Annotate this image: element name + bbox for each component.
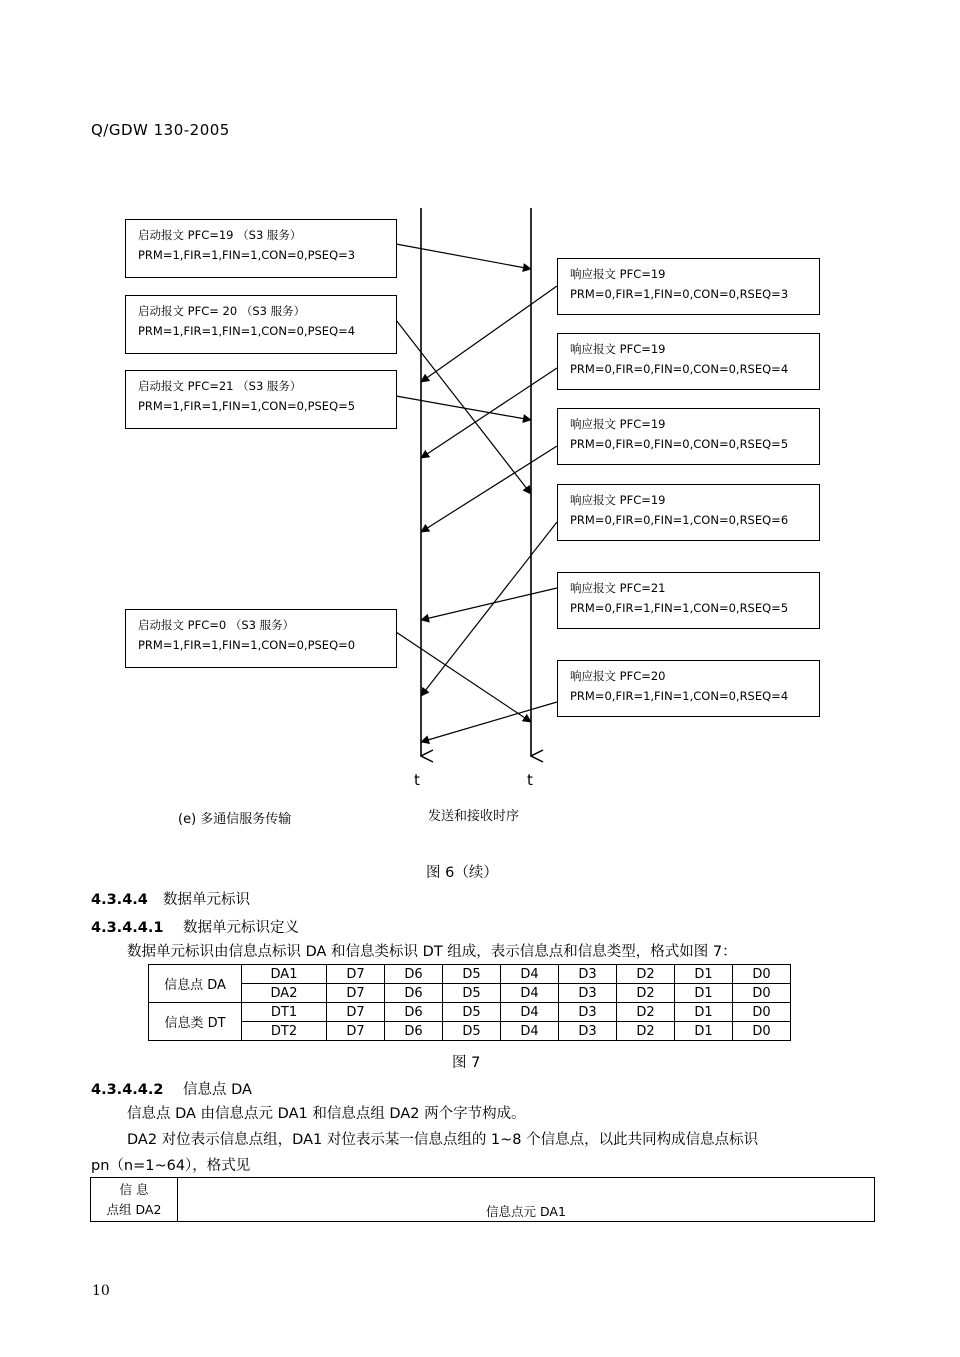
response-box xyxy=(557,408,820,465)
table-cell: D5 xyxy=(443,965,501,984)
arrow-response-rseq3 xyxy=(421,286,557,382)
document-code: Q/GDW 130-2005 xyxy=(91,121,230,139)
table-cell: D6 xyxy=(385,965,443,984)
response-box xyxy=(557,660,820,717)
da2-format-table xyxy=(90,1177,875,1222)
request-box-title: 启动报文 PFC=0 （S3 服务） xyxy=(138,618,295,632)
response-box-title: 响应报文 PFC=19 xyxy=(570,417,666,431)
paragraph-da2-line2: pn（n=1~64），格式见 xyxy=(91,1158,251,1174)
paragraph-da-compose: 信息点 DA 由信息点元 DA1 和信息点组 DA2 两个字节构成。 xyxy=(127,1106,526,1122)
group-label-dt: 信息类 DT xyxy=(149,1003,242,1041)
table-cell: D1 xyxy=(675,1003,733,1022)
section-number: 4.3.4.4.1 xyxy=(91,920,164,936)
table-cell: D5 xyxy=(443,1022,501,1041)
request-box-title: 启动报文 PFC=19 （S3 服务） xyxy=(138,228,302,242)
group-label-da: 信息点 DA xyxy=(149,965,242,1003)
request-box xyxy=(125,370,397,429)
table-row xyxy=(149,1003,791,1022)
request-box-fields: PRM=1,FIR=1,FIN=1,CON=0,PSEQ=3 xyxy=(138,248,356,262)
table-cell: D4 xyxy=(501,984,559,1003)
arrow-request-pfc0 xyxy=(396,632,531,722)
table-cell: D3 xyxy=(559,1022,617,1041)
table-row xyxy=(149,965,791,984)
element-label-da1: 信息点元 DA1 xyxy=(178,1178,875,1222)
response-box-fields: PRM=0,FIR=1,FIN=0,CON=0,RSEQ=3 xyxy=(570,287,789,301)
page-number: 10 xyxy=(92,1283,110,1299)
diagram-subcaption: (e) 多通信服务传输 xyxy=(178,812,292,827)
arrow-response-rseq5 xyxy=(421,446,557,532)
table-cell: D1 xyxy=(675,984,733,1003)
group-label-da2 xyxy=(91,1178,178,1222)
table-cell: D7 xyxy=(327,1022,385,1041)
table-cell: D2 xyxy=(617,965,675,984)
arrow-request-pfc21 xyxy=(396,396,531,420)
arrow-request-pfc19 xyxy=(396,244,531,269)
arrow-response-rseq4 xyxy=(421,368,557,458)
response-box xyxy=(557,572,820,629)
figure-7-title: 图 7 xyxy=(452,1055,481,1071)
arrow-response-pfc21 xyxy=(421,588,557,620)
table-cell: D7 xyxy=(327,1003,385,1022)
request-box-title: 启动报文 PFC=21 （S3 服务） xyxy=(138,379,302,393)
response-box-fields: PRM=0,FIR=0,FIN=1,CON=0,RSEQ=6 xyxy=(570,513,789,527)
table-cell: D5 xyxy=(443,1003,501,1022)
table-cell: D0 xyxy=(733,1022,791,1041)
axis-label-receive: t xyxy=(527,771,533,789)
section-number: 4.3.4.4 xyxy=(91,892,148,908)
timing-caption: 发送和接收时序 xyxy=(428,809,520,824)
response-box-fields: PRM=0,FIR=1,FIN=1,CON=0,RSEQ=4 xyxy=(570,689,789,703)
table-cell: D3 xyxy=(559,1003,617,1022)
table-cell: D2 xyxy=(617,1022,675,1041)
arrow-response-pfc20 xyxy=(421,702,557,742)
request-box-fields: PRM=1,FIR=1,FIN=1,CON=0,PSEQ=5 xyxy=(138,399,356,413)
table-row xyxy=(91,1178,875,1222)
request-box xyxy=(125,609,397,668)
request-box-title: 启动报文 PFC= 20 （S3 服务） xyxy=(138,304,306,318)
table-cell: D4 xyxy=(501,965,559,984)
table-cell: D1 xyxy=(675,965,733,984)
table-cell: DT1 xyxy=(242,1003,327,1022)
data-unit-id-table xyxy=(148,964,791,1041)
paragraph-da2-line1: DA2 对位表示信息点组，DA1 对位表示某一信息点组的 1~8 个信息点，以此共同构成信息点标识 xyxy=(127,1132,759,1148)
section-heading-43441 xyxy=(91,916,299,937)
response-box xyxy=(557,333,820,390)
request-box-fields: PRM=1,FIR=1,FIN=1,CON=0,PSEQ=4 xyxy=(138,324,356,338)
request-box-fields: PRM=1,FIR=1,FIN=1,CON=0,PSEQ=0 xyxy=(138,638,356,652)
section-title: 数据单元标识定义 xyxy=(183,920,299,936)
axis-label-send: t xyxy=(414,771,420,789)
response-box-title: 响应报文 PFC=19 xyxy=(570,267,666,281)
table-cell: D6 xyxy=(385,1003,443,1022)
table-row xyxy=(149,1022,791,1041)
table-cell: DT2 xyxy=(242,1022,327,1041)
response-box-title: 响应报文 PFC=20 xyxy=(570,669,666,683)
request-box xyxy=(125,295,397,354)
table-cell: D0 xyxy=(733,1003,791,1022)
table-cell: DA2 xyxy=(242,984,327,1003)
table-cell: D5 xyxy=(443,984,501,1003)
group-label-line: 点组 DA2 xyxy=(106,1201,162,1217)
table-cell: D3 xyxy=(559,965,617,984)
request-box xyxy=(125,219,397,278)
response-box xyxy=(557,484,820,541)
table-cell: D3 xyxy=(559,984,617,1003)
arrow-response-rseq6 xyxy=(421,522,557,696)
section-heading-43442 xyxy=(91,1078,252,1099)
table-cell: D4 xyxy=(501,1003,559,1022)
table-cell: D7 xyxy=(327,965,385,984)
response-box-title: 响应报文 PFC=19 xyxy=(570,342,666,356)
response-box-title: 响应报文 PFC=19 xyxy=(570,493,666,507)
table-cell: D2 xyxy=(617,1003,675,1022)
paragraph-da-dt: 数据单元标识由信息点标识 DA 和信息类标识 DT 组成，表示信息点和信息类型，格式如图 7： xyxy=(127,944,737,960)
table-cell: D6 xyxy=(385,1022,443,1041)
section-title: 信息点 DA xyxy=(183,1082,252,1098)
table-row xyxy=(149,984,791,1003)
table-cell: D4 xyxy=(501,1022,559,1041)
section-number: 4.3.4.4.2 xyxy=(91,1082,164,1098)
group-label-line: 信 息 xyxy=(119,1181,149,1197)
section-title: 数据单元标识 xyxy=(163,892,250,908)
table-cell: D2 xyxy=(617,984,675,1003)
arrow-request-pfc20 xyxy=(396,320,531,494)
table-cell: D0 xyxy=(733,984,791,1003)
figure-6-title: 图 6（续） xyxy=(426,865,498,881)
table-cell: D6 xyxy=(385,984,443,1003)
table-cell: D1 xyxy=(675,1022,733,1041)
response-box-fields: PRM=0,FIR=0,FIN=0,CON=0,RSEQ=5 xyxy=(570,437,789,451)
response-box-fields: PRM=0,FIR=0,FIN=0,CON=0,RSEQ=4 xyxy=(570,362,789,376)
table-cell: D0 xyxy=(733,965,791,984)
response-box-fields: PRM=0,FIR=1,FIN=1,CON=0,RSEQ=5 xyxy=(570,601,789,615)
response-box-title: 响应报文 PFC=21 xyxy=(570,581,666,595)
section-heading-4344 xyxy=(91,888,250,909)
response-box xyxy=(557,258,820,315)
table-cell: D7 xyxy=(327,984,385,1003)
table-cell: DA1 xyxy=(242,965,327,984)
